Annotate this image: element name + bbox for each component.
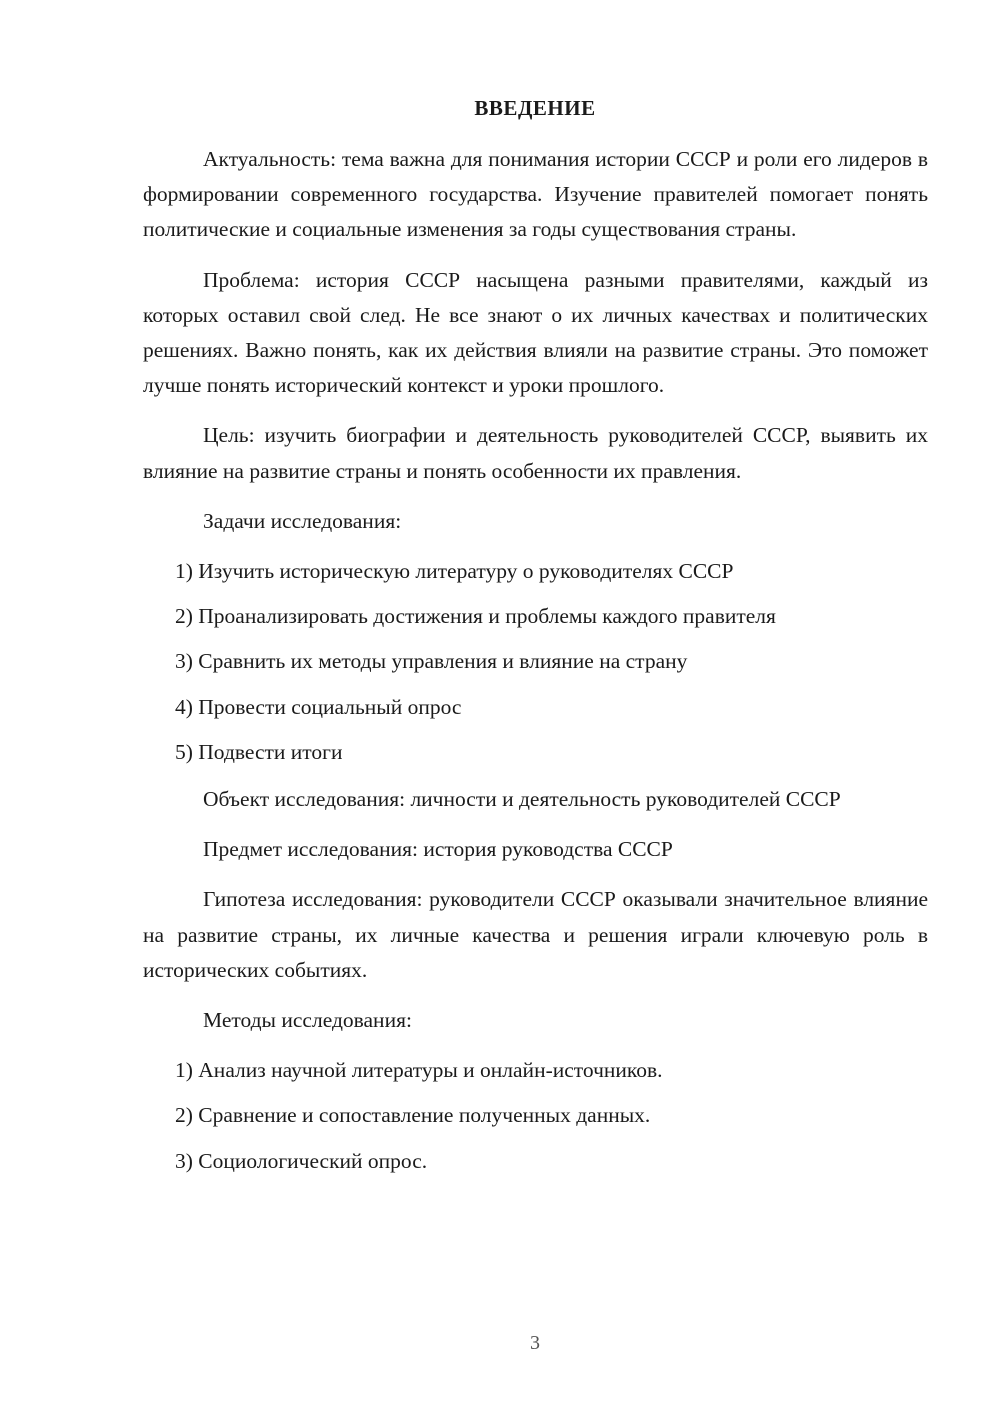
paragraph-subject: Предмет исследования: история руководства СССР bbox=[203, 837, 673, 862]
paragraph-problem: Проблема: история СССР насыщена разными правителями, каждый из которых оставил свой след. Не все знают о их личных качествах и политических решениях. Важно понять, как их действия влияли на развитие страны. Это поможет лучше понять исторический контекст и уроки прошлого. bbox=[143, 267, 928, 398]
list-item: 2) Сравнение и сопоставление полученных данных. bbox=[175, 1103, 651, 1128]
paragraph-hypothesis: Гипотеза исследования: руководители СССР оказывали значительное влияние на развитие страны, их личные качества и решения играли ключевую роль в исторических событиях. bbox=[143, 887, 928, 982]
list-item: 4) Провести социальный опрос bbox=[175, 694, 462, 719]
paragraph-relevance: Актуальность: тема важна для понимания истории СССР и роли его лидеров в формировании современного государства. Изучение правителей помогает понять политические и социальные изменения за годы существования страны. bbox=[143, 147, 928, 242]
list-item: 3) Сравнить их методы управления и влияние на страну bbox=[175, 649, 688, 674]
methods-heading: Методы исследования: bbox=[203, 1008, 412, 1033]
list-item: 5) Подвести итоги bbox=[175, 739, 343, 764]
list-item: 1) Анализ научной литературы и онлайн-источников. bbox=[175, 1058, 663, 1083]
list-item: 3) Социологический опрос. bbox=[175, 1148, 428, 1173]
section-title: ВВЕДЕНИЕ bbox=[474, 96, 596, 120]
tasks-list bbox=[143, 554, 928, 770]
paragraph-goal: Цель: изучить биографии и деятельность руководителей СССР, выявить их влияние на развитие страны и понять особенности их правления. bbox=[143, 423, 928, 483]
page-number: 3 bbox=[530, 1332, 540, 1354]
paragraph-object: Объект исследования: личности и деятельность руководителей СССР bbox=[203, 787, 841, 812]
document-body bbox=[143, 142, 928, 1191]
list-item: 1) Изучить историческую литературу о руководителях СССР bbox=[175, 559, 734, 584]
tasks-heading: Задачи исследования: bbox=[203, 508, 402, 533]
list-item: 2) Проанализировать достижения и проблемы каждого правителя bbox=[175, 604, 776, 629]
methods-list bbox=[143, 1053, 928, 1179]
